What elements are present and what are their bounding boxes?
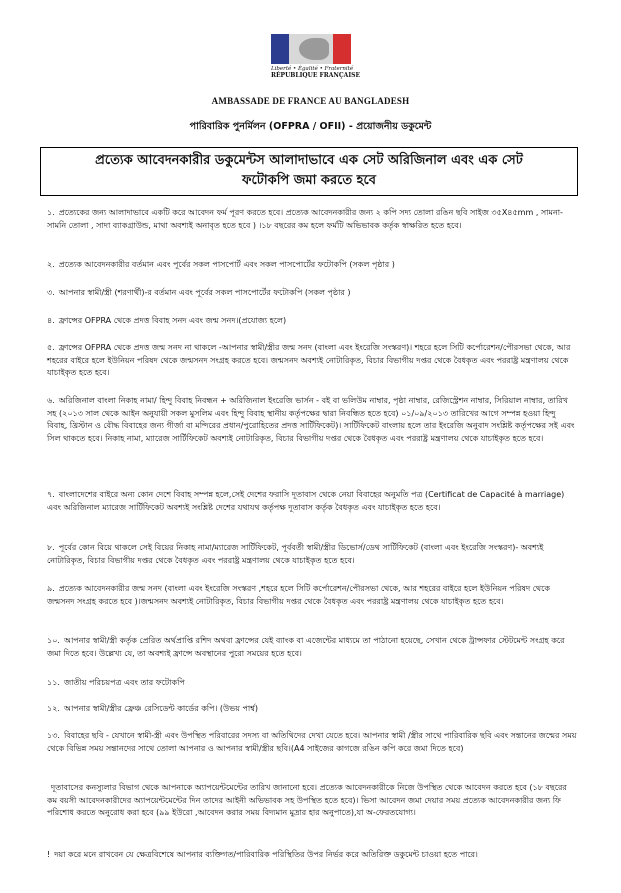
list-item: ৪. ফ্রান্সের OFPRA থেকে প্রদত্ত বিবাহ সনদ এবং জন্ম সনদ।(প্রযোজ্য হলে) [47,316,287,325]
list-item: ৭. বাংলাদেশের বাইরে অন্য কোন দেশে বিবাহ সম্পন্ন হলে,সেই দেশের ফরাসি দূতাবাস থেকে নেয়া বিবাহের অনুমতি পত্র (Certificat de Capacité à marriage) এবং অরিজিনাল ম্যারেজ সার্টিফিকেট অবশ্যই সংশ্লিষ্ট দেশের যথাযথ কর্তৃপক্ষ দূতাবাস কর্তৃক বৈধকৃত এবং যাচাইকৃত হতে হবে। [47,490,565,512]
list-item: ৫. ফ্রান্সের OFPRA থেকে প্রদত্ত জন্ম সনদ না থাকলে -আপনার স্বামী/স্ত্রীর জন্ম সনদ (বাংলা এবং ইংরেজি সংস্করণ)। শহরে হলে সিটি কর্পোরেশন/পৌরসভা থেকে, আর শহরের বাইরে হলে ইউনিয়ন পরিষদ থেকে জন্মসনদ সংগ্রহ করতে হবে। জন্মসনদ অবশ্যই নোটারিকৃত, বিচার বিভাগীয় দপ্তর থেকে বৈধকৃত এবং পররাষ্ট্র মন্ত্রণালয় থেকে যাচাইকৃত হতে হবে। [47,343,571,378]
document-subtitle: পারিবারিক পুনর্মিলন (OFPRA / OFII) - প্রয়োজনীয় ডকুমেন্ট [189,121,432,132]
marianne-logo-icon [271,34,351,64]
list-item: ১১. জাতীয় পরিচয়পত্র এবং তার ফটোকপি [47,678,185,687]
list-item: ১২. আপনার স্বামী/স্ত্রীর ফ্রেঞ্চ রেসিডেন্ট কার্ডের কপি। (উভয় পার্শ্ব) [47,704,258,713]
list-item: ২. প্রত্যেক আবেদনকারীর বর্তমান এবং পূর্বের সকল পাসপোর্ট এবং সকল পাসপোর্টের ফটোকপি (সকল পৃষ্ঠার ) [47,260,395,269]
list-item: ৬. অরিজিনাল বাংলা নিকাহ নামা/ হিন্দু বিবাহ নিবন্ধন + অরিজিনাল ইংরেজি ভার্সন - বই বা ভলিউম নাম্বার, পৃষ্ঠা নাম্বার, রেজিস্ট্রেশন নাম্বার, সিরিয়াল নাম্বার, তারিখ সহ (২০১৩ সাল থেকে আইন অনুযায়ী সকল মুসলিম এবং হিন্দু বিবাহ স্থানীয় কর্তৃপক্ষের দ্বারা নিবন্ধিত হতে হবে) ০১/০৯/২০১৩ তারিখের আগে সম্পন্ন হওয়া হিন্দু বিবাহ, খ্রিস্টান ও বৌদ্ধ বিবাহের জন্য গীর্জা বা মন্দিরের প্রধান/পুরোহিতের প্রদত্ত সার্টিফিকেট)। সার্টিফিকেট বাংলায় হলে তার ইংরেজি অনুবাদ সংশ্লিষ্ট কর্তৃপক্ষের সই এবং সিল থাকতে হবে। নিকাহ নামা, ম্যারেজ সার্টিফিকেট অবশ্যই নোটারিকৃত, বিচার বিভাগীয় দপ্তর থেকে বৈধকৃত এবং পররাষ্ট্র মন্ত্রণালয় থেকে যাচাইকৃত হতে হবে। [47,396,575,443]
list-item: ১৩. বিবাহের ছবি - যেখানে স্বামী-স্ত্রী এবং উপস্থিত পরিবারের সদস্য বা অতিথিদের দেখা যেতে হবে। আপনার স্বামী /স্ত্রীর সাথে পারিবারিক ছবি এবং সন্তানের জন্মের সময় থেকে বিভিন্ন সময় সন্তানদের সাথে তোলা আপনার ও আপনার স্বামী/স্ত্রীর ছবি।(A4 সাইজের কাগজে রঙিন কপি করে জমা দিতে হবে) [47,731,577,753]
motto: Liberté • Égalité • Fraternité [271,66,354,72]
list-item: ১. প্রত্যেকের জন্য আলাদাভাবে একটি করে আবেদন ফর্ম পূরণ করতে হবে। প্রত্যেক আবেদনকারীর জন্য ২ কপি সদ্য তোলা রঙিন ছবি সাইজ ৩৫X৪৫mm , সামনা-সামনি তোলা , সাদা ব্যাকগ্রাউন্ড, মাথা অবশ্যই অনাবৃত হতে হবে ) ।১৮ বছরের কম হলে ফর্মটি অভিভাবক কর্তৃক স্বাক্ষরিত হতে হবে। [47,208,563,230]
embassy-logo [271,34,361,79]
banner-line-2: ফটোকপি জমা করতে হবে [242,173,376,188]
banner-line-1: প্রত্যেক আবেদনকারীর ডকুমেন্টস আলাদাভাবে এক সেট অরিজিনাল এবং এক সেট [95,153,523,168]
list-item: ! দয়া করে মনে রাখবেন যে ক্ষেত্রবিশেষে আপনার ব্যক্তিগত/পারিবারিক পরিস্থিতির উপর নির্ভর করে অতিরিক্ত ডকুমেন্ট চাওয়া হতে পারে। [47,850,478,859]
list-item: ১০. আপনার স্বামী/স্ত্রী কর্তৃক প্রেরিত অর্থপ্রাপ্তি রশিদ অথবা ফ্রান্সের যেই ব্যাংক বা এজেন্টের মাধ্যমে তা পাঠানো হয়েছে, সেখান থেকে ট্রান্সফার স্টেটমেন্ট সংগ্রহ করে জমা দিতে হবে। উল্লেখ্য যে, তা অবশ্যই ফ্রান্সে অবস্থানের পুরো সময়ের হতে হবে। [47,636,565,658]
notice-banner [40,147,578,196]
list-item: ৯. প্রত্যেক আবেদনকারীর জন্ম সনদ (বাংলা এবং ইংরেজি সংস্করণ ,শহরে হলে সিটি কর্পোরেশন/পৌরসভা থেকে, আর শহরের বাইরে হলে ইউনিয়ন পরিষদ থেকে জন্মসনদ সংগ্রহ করতে হবে )।জন্মসনদ অবশ্যই নোটারিকৃত, বিচার বিভাগীয় দপ্তর থেকে বৈধকৃত এবং পররাষ্ট্র মন্ত্রণালয় থেকে যাচাইকৃত হতে হবে। [47,584,550,606]
republic-label: RÉPUBLIQUE FRANÇAISE [271,72,361,79]
list-item: ৩. আপনার স্বামী/স্ত্রী (শরণার্থী)-র বর্তমান এবং পূর্বের সকল পাসপোর্টের ফটোকপি (সকল পৃষ্ঠার ) [47,288,351,297]
list-item: দূতাবাসের কনস্যুলার বিভাগ থেকে আপনাকে অ্যাপয়েন্টমেন্টের তারিখ জানানো হবে। প্রত্যেক আবেদনকারীকে নিজে উপস্থিত থেকে আবেদন করতে হবে (১৮ বছরের কম বয়সী আবেদনকারীদের অ্যাপয়েন্টমেন্টের দিন তাদের আইনী অভিভাবক সহ উপস্থিত হতে হবে)। ভিসা আবেদন জমা দেয়ার সময় প্রত্যেক আবেদনকারীর জন্য ফি পরিশোধ করতে অনুরোধ করা হবে (৯৯ ইউরো ,আবেদন করার সময় বিদ্যমান মুদ্রার হার অনুপাতে),যা অ-ফেরতযোগ্য। [47,783,567,818]
list-item: ৮. পূর্বের কোন বিয়ে থাকলে সেই বিয়ের নিকাহ নামা/ম্যারেজ সার্টিফিকেট, পূর্ববর্তী স্বামী/স্ত্রীর ডিভোর্স/ডেথ সার্টিফিকেট (বাংলা এবং ইংরেজি সংস্করণ)- অবশ্যই নোটারিকৃত, বিচার বিভাগীয় দপ্তর থেকে বৈধকৃত এবং পররাষ্ট্র মন্ত্রণালয় থেকে যাচাইকৃত হতে হবে। [47,543,544,565]
embassy-title: AMBASSADE DE FRANCE AU BANGLADESH [211,96,410,106]
